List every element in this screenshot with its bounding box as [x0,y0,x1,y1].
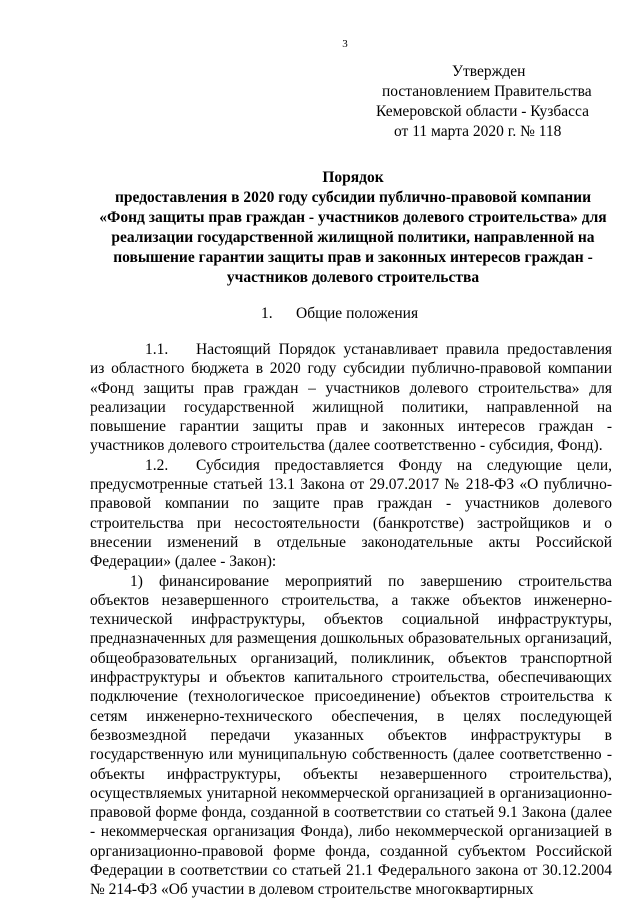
title-line: Порядок [322,169,384,186]
document-body [90,340,612,900]
list-item-1: 1) финансирование мероприятий по завершению строительства объектов незавершенного строительства, а также объектов инженерно-технической инфраструктуры, объектов социальной инфраструктуры, предназначенных для размещения дошкольных образовательных организаций, общеобразовательных организаций, поликлиник, объектов транспортной инфраструктуры и объектов капитального строительства, обеспечивающих подключение (технологическое присоединение) объектов строительства к сетям инженерно-технического обеспечения, в целях последующей безвозмездной передачи указанных объектов инфраструктуры в государственную или муниципальную собственность (далее соответственно - объекты инфраструктуры, объекты незавершенного строительства), осуществляемых унитарной некоммерческой организацией в организационно-правовой форме фонда, созданной в соответствии со статьей 9.1 Закона (далее - некоммерческая организация Фонда), либо некоммерческой организацией в организационно-правовой форме фонда, созданной субъектом Российской Федерации в соответствии со статьей 21.1 Федерального закона от 30.12.2004 № 214-ФЗ «Об участии в долевом строительстве многоквартирных [90,572,612,899]
paragraph-label: 1.1. [145,341,169,358]
title-line: реализации государственной жилищной политики, направленной на [111,229,595,246]
section-number: 1. [261,305,273,322]
document-title [92,168,614,288]
page-number: 3 [342,38,348,50]
approval-line: постановлением Правительства [382,83,592,100]
title-line: участников долевого строительства [226,269,480,286]
section-title: Общие положения [296,305,419,322]
paragraph-text: Настоящий Порядок устанавливает правила предоставления из областного бюджета в 2020 году субсидии публично-правовой компании «Фонд защиты прав граждан – участников долевого строительства» для реализации государственной жилищной политики, направленной на повышение гарантии защиты прав и законных интересов граждан - участников долевого строительства (далее соответственно - субсидия, Фонд). [90,341,612,455]
paragraph-1-2 [90,456,612,572]
paragraph-1-1 [90,340,612,456]
title-line: «Фонд защиты прав граждан - участников долевого строительства» для [99,209,607,226]
approval-stamp [360,62,610,142]
title-line: повышение гарантии защиты прав и законных интересов граждан - [113,249,593,266]
paragraph-label: 1.2. [145,456,169,474]
approval-line: Кемеровской области - Кузбасса [376,103,589,120]
approval-line: от 11 марта 2020 г. № 118 [394,123,562,140]
paragraph-text: Субсидия предоставляется Фонду на следующие цели, предусмотренные статьей 13.1 Закона от 29.07.2017 № 218-ФЗ «О публично-правовой компании по защите прав граждан - участников долевого строительства при несостоятельности (банкротстве) застройщиков и о внесении изменений в отдельные законодательные акты Российской Федерации» (далее - Закон): [90,456,612,571]
title-line: предоставления в 2020 году субсидии публично-правовой компании [114,189,592,206]
approval-line: Утвержден [452,63,526,80]
